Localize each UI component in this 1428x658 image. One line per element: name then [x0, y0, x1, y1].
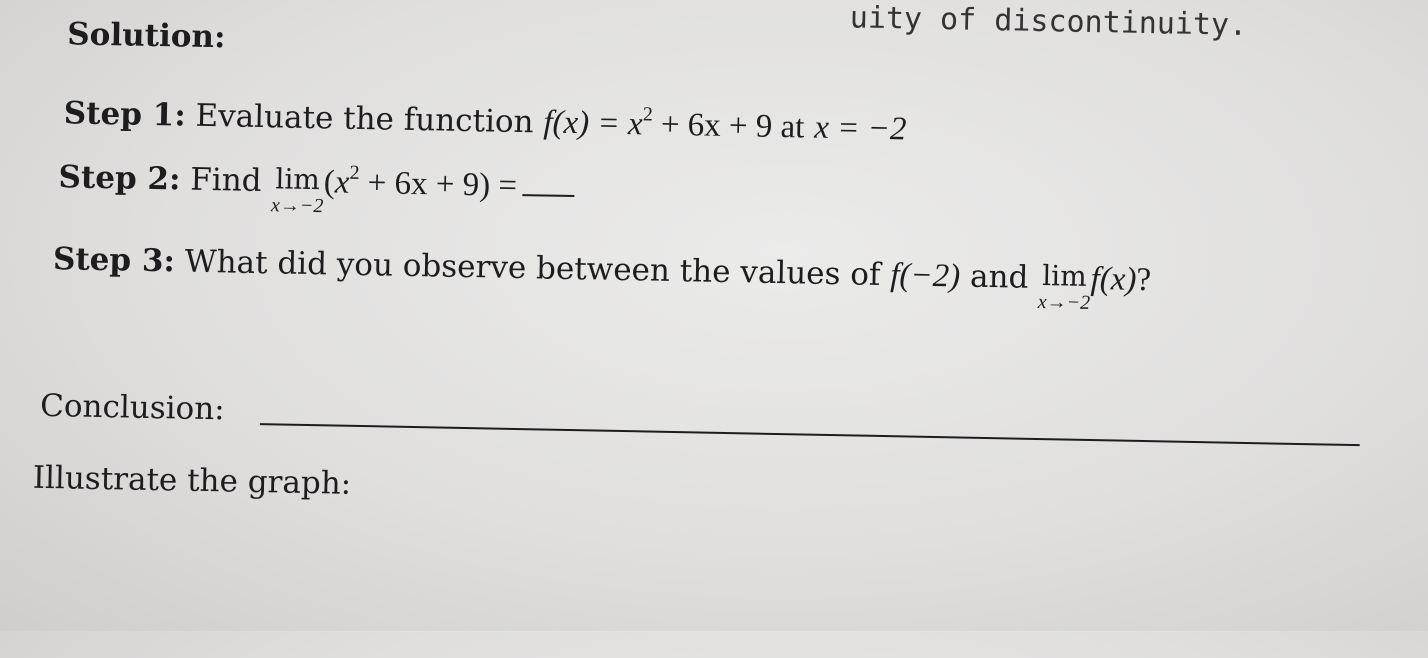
step2-limit — [270, 162, 324, 218]
conclusion-answer-line[interactable] — [260, 423, 1360, 446]
step2-lim-subscript: x→−2 — [270, 194, 324, 218]
step3-and-word: and — [969, 258, 1029, 296]
step2-answer-blank[interactable] — [523, 194, 575, 197]
step1-exponent: 2 — [642, 103, 654, 126]
step3-label: Step 3: — [52, 241, 176, 280]
solution-label: Solution: — [67, 16, 226, 56]
step3-lim-subscript: x→−2 — [1037, 290, 1091, 314]
step3-lim-word: lim — [1041, 259, 1088, 293]
step1-at-word: at — [780, 109, 805, 146]
step1-text: Evaluate the function — [195, 97, 534, 141]
step2-x-base: x — [334, 164, 350, 201]
step1-f-rhs: + 6x + 9 — [652, 106, 773, 145]
step2-expr-rest: + 6x + 9) = — [359, 164, 518, 204]
step3-lim-expression: f(x) — [1090, 260, 1137, 298]
step2-expression — [323, 161, 518, 204]
step1-label: Step 1: — [63, 95, 187, 134]
step1-f-lhs: f(x) = — [543, 104, 629, 143]
step3-f-value: f(−2) — [889, 257, 961, 295]
step2-label: Step 2: — [58, 159, 181, 198]
step1-function — [543, 104, 781, 145]
step1-x-base: x — [627, 106, 643, 143]
step2-expr-open: ( — [323, 164, 336, 201]
conclusion-label: Conclusion: — [39, 387, 226, 428]
step3-text: What did you observe between the values of — [184, 243, 881, 293]
header-fragment: uity of discontinuity. — [849, 0, 1248, 43]
step2-line — [58, 161, 575, 221]
step1-line — [64, 97, 907, 146]
step1-x-value: x = −2 — [813, 109, 907, 148]
step3-limit — [1037, 259, 1091, 314]
step2-text: Find — [190, 161, 262, 200]
step3-line — [52, 243, 1151, 314]
illustrate-graph-label: Illustrate the graph: — [32, 459, 352, 502]
step2-exponent: 2 — [349, 161, 360, 184]
step2-lim-word: lim — [275, 162, 321, 197]
step3-question-mark: ? — [1136, 261, 1152, 299]
